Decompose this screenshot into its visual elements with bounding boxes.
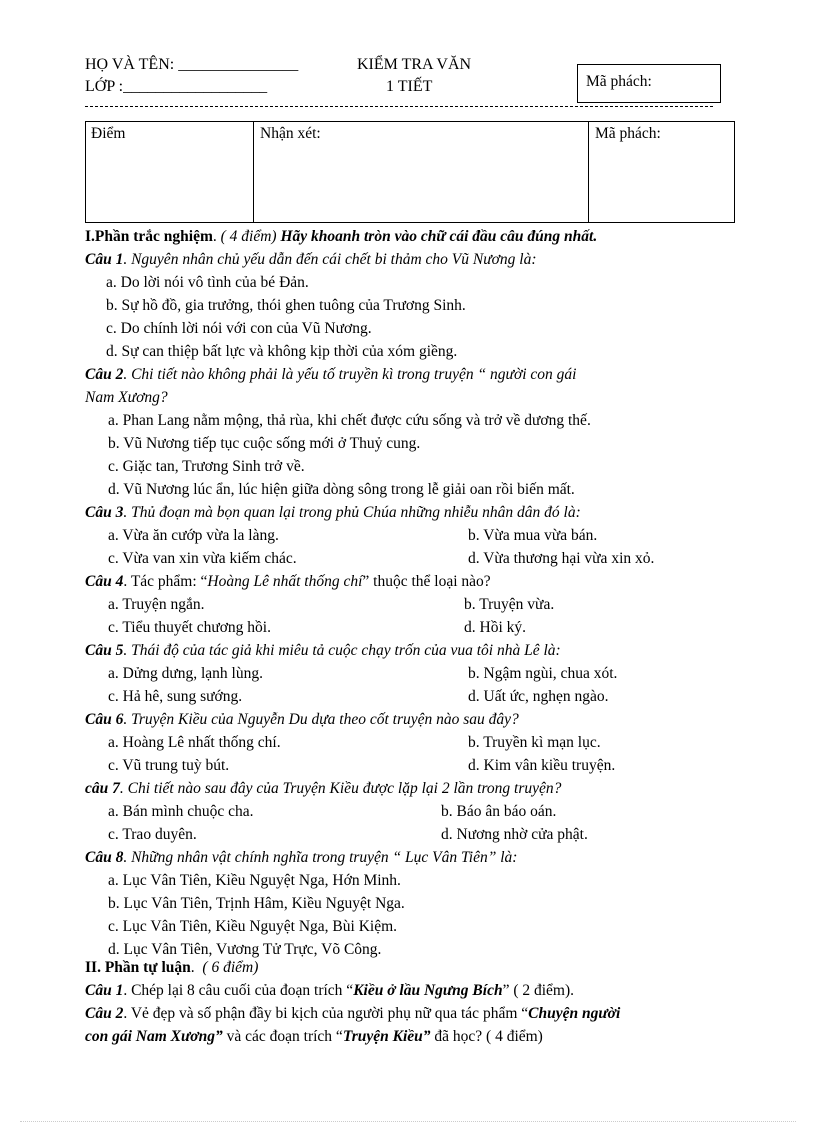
- q7-option-c[interactable]: c. Trao duyên.: [108, 826, 197, 843]
- code-cell: [588, 122, 661, 222]
- essay-question-1: Câu 1. Chép lại 8 câu cuối của đoạn trích “Kiều ở lầu Ngưng Bích” ( 2 điểm).: [85, 982, 575, 999]
- q4-option-b[interactable]: b. Truyện vừa.: [464, 596, 555, 613]
- comment-cell-label: Nhận xét:: [260, 125, 321, 142]
- q4-option-a[interactable]: a. Truyện ngắn.: [108, 596, 205, 613]
- part2-points: ( 6 điểm): [202, 959, 259, 976]
- q3-option-c[interactable]: c. Vừa van xin vừa kiếm chác.: [108, 550, 297, 567]
- q3-option-d[interactable]: d. Vừa thương hại vừa xin xỏ.: [468, 550, 655, 567]
- page-bottom-border: [20, 1121, 796, 1122]
- q4-option-c[interactable]: c. Tiểu thuyết chương hồi.: [108, 619, 271, 636]
- code-box: [577, 64, 721, 103]
- essay-question-2: Câu 2. Vẻ đẹp và số phận đầy bi kịch của người phụ nữ qua tác phẩm “Chuyện người: [85, 1005, 621, 1022]
- question-2: Câu 2. Chi tiết nào không phải là yếu tố truyền kì trong truyện “ người con gái: [85, 366, 577, 383]
- q6-option-b[interactable]: b. Truyền kì mạn lục.: [468, 734, 601, 751]
- essay-question-2-cont: con gái Nam Xương” và các đoạn trích “Truyện Kiều” đã học? ( 4 điểm): [85, 1028, 543, 1045]
- q7-option-d[interactable]: d. Nương nhờ cửa phật.: [441, 826, 588, 843]
- q4-option-d[interactable]: d. Hồi ký.: [464, 619, 526, 636]
- q5-option-d[interactable]: d. Uất ức, nghẹn ngào.: [468, 688, 609, 705]
- question-7: câu 7. Chi tiết nào sau đây của Truyện Kiều được lặp lại 2 lần trong truyện?: [85, 780, 562, 797]
- part2-heading: II. Phần tự luận: [85, 959, 191, 976]
- q8-option-b[interactable]: b. Lục Vân Tiên, Trịnh Hâm, Kiều Nguyệt Nga.: [108, 895, 405, 912]
- q3-option-a[interactable]: a. Vừa ăn cướp vừa la làng.: [108, 527, 279, 544]
- question-3: Câu 3. Thủ đoạn mà bọn quan lại trong phủ Chúa những nhiễu nhân dân đó là:: [85, 504, 581, 521]
- question-2-cont: Nam Xương?: [85, 389, 168, 406]
- question-8: Câu 8. Những nhân vật chính nghĩa trong truyện “ Lục Vân Tiên” là:: [85, 849, 518, 866]
- exam-title: KIỂM TRA VĂN: [357, 56, 472, 73]
- q2-option-c[interactable]: c. Giặc tan, Trương Sinh trở về.: [108, 458, 305, 475]
- score-cell-label: Điểm: [91, 125, 126, 142]
- q8-option-c[interactable]: c. Lục Vân Tiên, Kiều Nguyệt Nga, Bùi Kiệm.: [108, 918, 398, 935]
- q3-option-b[interactable]: b. Vừa mua vừa bán.: [468, 527, 598, 544]
- code-box-label: Mã phách:: [586, 73, 652, 90]
- q6-option-d[interactable]: d. Kim vân kiều truyện.: [468, 757, 616, 774]
- q1-option-c[interactable]: c. Do chính lời nói với con của Vũ Nương.: [106, 320, 372, 337]
- score-table: [85, 121, 735, 223]
- q5-option-b[interactable]: b. Ngậm ngùi, chua xót.: [468, 665, 618, 682]
- exam-duration: 1 TIẾT: [386, 78, 433, 95]
- q5-option-c[interactable]: c. Hả hê, sung sướng.: [108, 688, 243, 705]
- class-field-label: LỚP :__________________: [85, 78, 268, 95]
- q5-option-a[interactable]: a. Dửng dưng, lạnh lùng.: [108, 665, 263, 682]
- q2-option-a[interactable]: a. Phan Lang nằm mộng, thả rùa, khi chết được cứu sống và trở về dương thế.: [108, 412, 591, 429]
- part1-heading-line: I.Phần trắc nghiệm. ( 4 điểm) Hãy khoanh tròn vào chữ cái đầu câu đúng nhất.: [85, 228, 598, 245]
- q7-option-b[interactable]: b. Báo ân báo oán.: [441, 803, 557, 820]
- q8-option-a[interactable]: a. Lục Vân Tiên, Kiều Nguyệt Nga, Hớn Minh.: [108, 872, 401, 889]
- part2-heading-line: II. Phần tự luận. ( 6 điểm): [85, 959, 259, 976]
- cut-line: [85, 106, 713, 107]
- q2-option-b[interactable]: b. Vũ Nương tiếp tục cuộc sống mới ở Thuỷ cung.: [108, 435, 421, 452]
- comment-cell: [253, 122, 321, 222]
- part1-instruction: Hãy khoanh tròn vào chữ cái đầu câu đúng nhất.: [280, 228, 598, 245]
- q1-option-b[interactable]: b. Sự hồ đồ, gia trưởng, thói ghen tuông của Trương Sinh.: [106, 297, 466, 314]
- q1-option-a[interactable]: a. Do lời nói vô tình của bé Đản.: [106, 274, 309, 291]
- code-cell-label: Mã phách:: [595, 125, 661, 142]
- question-6: Câu 6. Truyện Kiều của Nguyễn Du dựa theo cốt truyện nào sau đây?: [85, 711, 519, 728]
- q7-option-a[interactable]: a. Bán mình chuộc cha.: [108, 803, 254, 820]
- q8-option-d[interactable]: d. Lục Vân Tiên, Vương Tử Trực, Võ Công.: [108, 941, 382, 958]
- q2-option-d[interactable]: d. Vũ Nương lúc ẩn, lúc hiện giữa dòng sông trong lễ giải oan rồi biến mất.: [108, 481, 575, 498]
- q6-option-c[interactable]: c. Vũ trung tuỳ bút.: [108, 757, 230, 774]
- question-4: Câu 4. Tác phẩm: “Hoàng Lê nhất thống chí” thuộc thể loại nào?: [85, 573, 491, 590]
- q6-option-a[interactable]: a. Hoàng Lê nhất thống chí.: [108, 734, 281, 751]
- question-5: Câu 5. Thái độ của tác giả khi miêu tả cuộc chạy trốn của vua tôi nhà Lê là:: [85, 642, 561, 659]
- part1-points: ( 4 điểm): [220, 228, 277, 245]
- question-1: Câu 1. Nguyên nhân chủ yếu dẫn đến cái chết bi thảm cho Vũ Nương là:: [85, 251, 537, 268]
- part1-heading: I.Phần trắc nghiệm: [85, 228, 213, 245]
- name-field-label: HỌ VÀ TÊN: _______________: [85, 56, 299, 73]
- q1-option-d[interactable]: d. Sự can thiệp bất lực và không kịp thời của xóm giềng.: [106, 343, 458, 360]
